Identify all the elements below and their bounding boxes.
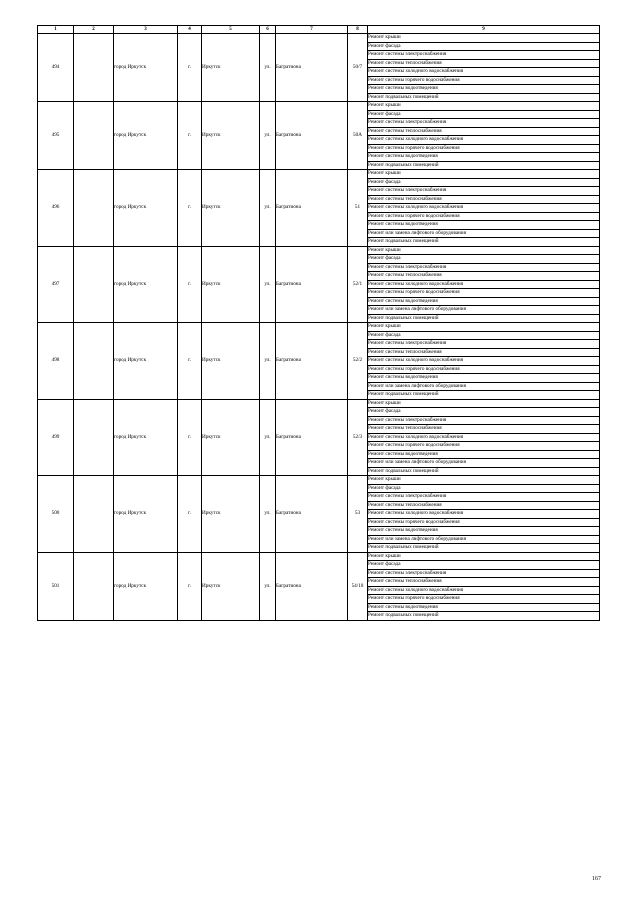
cell-work-type: Ремонт подвальных помещений — [368, 467, 600, 476]
cell-work-type: Ремонт системы горячего водоснабжения — [368, 144, 600, 153]
cell-street-type: ул. — [260, 34, 276, 102]
cell-municipality: город Иркутск — [114, 170, 178, 247]
cell-work-type: Ремонт системы теплоснабжения — [368, 425, 600, 434]
cell-work-type: Ремонт крыши — [368, 399, 600, 408]
cell-work-type: Ремонт системы горячего водоснабжения — [368, 76, 600, 85]
cell-work-type: Ремонт системы электроснабжения — [368, 416, 600, 425]
cell-work-type: Ремонт подвальных помещений — [368, 238, 600, 247]
cell-work-type: Ремонт крыши — [368, 246, 600, 255]
cell-work-type: Ремонт системы водоотведения — [368, 85, 600, 94]
cell-municipality: город Иркутск — [114, 323, 178, 400]
cell-street-type: ул. — [260, 476, 276, 553]
cell-work-type: Ремонт системы горячего водоснабжения — [368, 518, 600, 527]
cell-empty — [74, 170, 114, 247]
cell-work-type: Ремонт системы водоотведения — [368, 527, 600, 536]
cell-number: 501 — [38, 552, 74, 620]
cell-work-type: Ремонт системы электроснабжения — [368, 51, 600, 60]
column-header: 4 — [178, 26, 202, 34]
cell-empty — [74, 34, 114, 102]
cell-street: Багратиона — [276, 34, 348, 102]
cell-municipality: город Иркутск — [114, 476, 178, 553]
cell-street: Багратиона — [276, 246, 348, 323]
cell-locality-type: г. — [178, 476, 202, 553]
cell-work-type: Ремонт системы электроснабжения — [368, 187, 600, 196]
cell-number: 494 — [38, 34, 74, 102]
cell-empty — [74, 552, 114, 620]
cell-work-type: Ремонт крыши — [368, 476, 600, 485]
cell-work-type: Ремонт системы холодного водоснабжения — [368, 510, 600, 519]
cell-work-type: Ремонт фасада — [368, 408, 600, 417]
cell-work-type: Ремонт системы теплоснабжения — [368, 578, 600, 587]
cell-work-type: Ремонт системы холодного водоснабжения — [368, 68, 600, 77]
cell-work-type: Ремонт системы теплоснабжения — [368, 195, 600, 204]
cell-work-type: Ремонт системы горячего водоснабжения — [368, 289, 600, 298]
column-header: 6 — [260, 26, 276, 34]
cell-work-type: Ремонт системы холодного водоснабжения — [368, 136, 600, 145]
cell-work-type: Ремонт или замена лифтового оборудования — [368, 229, 600, 238]
cell-work-type: Ремонт крыши — [368, 323, 600, 332]
cell-street-type: ул. — [260, 102, 276, 170]
cell-street-type: ул. — [260, 170, 276, 247]
cell-street: Багратиона — [276, 552, 348, 620]
cell-locality: Иркутск — [202, 399, 260, 476]
cell-locality-type: г. — [178, 399, 202, 476]
cell-house: 52/1 — [348, 246, 368, 323]
cell-street: Багратиона — [276, 476, 348, 553]
cell-house: 52/3 — [348, 399, 368, 476]
cell-work-type: Ремонт или замена лифтового оборудования — [368, 459, 600, 468]
cell-work-type: Ремонт системы горячего водоснабжения — [368, 442, 600, 451]
table-row — [38, 552, 600, 561]
cell-locality: Иркутск — [202, 552, 260, 620]
table-row — [38, 476, 600, 485]
cell-locality-type: г. — [178, 34, 202, 102]
cell-work-type: Ремонт системы горячего водоснабжения — [368, 212, 600, 221]
column-header: 7 — [276, 26, 348, 34]
cell-municipality: город Иркутск — [114, 399, 178, 476]
cell-work-type: Ремонт системы холодного водоснабжения — [368, 586, 600, 595]
cell-house: 50А — [348, 102, 368, 170]
cell-work-type: Ремонт подвальных помещений — [368, 161, 600, 170]
cell-work-type: Ремонт фасада — [368, 42, 600, 51]
cell-street: Багратиона — [276, 170, 348, 247]
cell-locality: Иркутск — [202, 476, 260, 553]
cell-work-type: Ремонт системы теплоснабжения — [368, 127, 600, 136]
column-header: 3 — [114, 26, 178, 34]
cell-work-type: Ремонт системы электроснабжения — [368, 493, 600, 502]
cell-work-type: Ремонт системы теплоснабжения — [368, 501, 600, 510]
cell-work-type: Ремонт подвальных помещений — [368, 391, 600, 400]
column-header: 9 — [368, 26, 600, 34]
cell-house: 53 — [348, 476, 368, 553]
cell-number: 495 — [38, 102, 74, 170]
cell-locality-type: г. — [178, 246, 202, 323]
cell-municipality: город Иркутск — [114, 552, 178, 620]
column-header: 8 — [348, 26, 368, 34]
cell-work-type: Ремонт системы теплоснабжения — [368, 348, 600, 357]
cell-locality-type: г. — [178, 170, 202, 247]
cell-empty — [74, 323, 114, 400]
cell-work-type: Ремонт или замена лифтового оборудования — [368, 535, 600, 544]
cell-work-type: Ремонт подвальных помещений — [368, 93, 600, 102]
cell-house: 50/7 — [348, 34, 368, 102]
cell-work-type: Ремонт подвальных помещений — [368, 612, 600, 621]
cell-work-type: Ремонт системы водоотведения — [368, 297, 600, 306]
cell-empty — [74, 246, 114, 323]
cell-work-type: Ремонт фасада — [368, 484, 600, 493]
cell-locality: Иркутск — [202, 246, 260, 323]
cell-municipality: город Иркутск — [114, 102, 178, 170]
table-row — [38, 34, 600, 43]
cell-work-type: Ремонт системы водоотведения — [368, 374, 600, 383]
cell-empty — [74, 399, 114, 476]
cell-empty — [74, 102, 114, 170]
cell-work-type: Ремонт крыши — [368, 170, 600, 179]
cell-work-type: Ремонт системы водоотведения — [368, 221, 600, 230]
cell-work-type: Ремонт системы водоотведения — [368, 603, 600, 612]
cell-street-type: ул. — [260, 552, 276, 620]
cell-municipality: город Иркутск — [114, 34, 178, 102]
cell-work-type: Ремонт системы электроснабжения — [368, 569, 600, 578]
cell-locality-type: г. — [178, 102, 202, 170]
cell-work-type: Ремонт системы водоотведения — [368, 153, 600, 162]
table-row — [38, 246, 600, 255]
cell-work-type: Ремонт системы горячего водоснабжения — [368, 365, 600, 374]
cell-work-type: Ремонт крыши — [368, 552, 600, 561]
cell-work-type: Ремонт фасада — [368, 178, 600, 187]
cell-work-type: Ремонт фасада — [368, 110, 600, 119]
cell-street: Багратиона — [276, 399, 348, 476]
cell-number: 496 — [38, 170, 74, 247]
cell-work-type: Ремонт системы теплоснабжения — [368, 272, 600, 281]
cell-house: 51 — [348, 170, 368, 247]
cell-work-type: Ремонт или замена лифтового оборудования — [368, 306, 600, 315]
cell-street-type: ул. — [260, 399, 276, 476]
cell-work-type: Ремонт подвальных помещений — [368, 314, 600, 323]
table-body — [38, 34, 600, 621]
cell-street-type: ул. — [260, 246, 276, 323]
cell-work-type: Ремонт системы холодного водоснабжения — [368, 280, 600, 289]
page-number: 167 — [592, 876, 601, 882]
cell-street-type: ул. — [260, 323, 276, 400]
cell-work-type: Ремонт системы водоотведения — [368, 450, 600, 459]
cell-locality-type: г. — [178, 323, 202, 400]
cell-locality: Иркутск — [202, 34, 260, 102]
table-row — [38, 399, 600, 408]
cell-work-type: Ремонт системы горячего водоснабжения — [368, 595, 600, 604]
cell-locality: Иркутск — [202, 102, 260, 170]
cell-number: 500 — [38, 476, 74, 553]
cell-work-type: Ремонт фасада — [368, 561, 600, 570]
cell-work-type: Ремонт крыши — [368, 34, 600, 43]
cell-work-type: Ремонт системы электроснабжения — [368, 340, 600, 349]
cell-street: Багратиона — [276, 102, 348, 170]
cell-work-type: Ремонт системы электроснабжения — [368, 263, 600, 272]
table-row — [38, 170, 600, 179]
cell-locality: Иркутск — [202, 323, 260, 400]
cell-number: 497 — [38, 246, 74, 323]
column-header: 2 — [74, 26, 114, 34]
cell-street: Багратиона — [276, 323, 348, 400]
cell-number: 499 — [38, 399, 74, 476]
cell-empty — [74, 476, 114, 553]
works-table — [37, 25, 600, 621]
column-header: 5 — [202, 26, 260, 34]
cell-work-type: Ремонт фасада — [368, 331, 600, 340]
cell-work-type: Ремонт системы холодного водоснабжения — [368, 433, 600, 442]
table-row — [38, 102, 600, 111]
cell-number: 498 — [38, 323, 74, 400]
cell-work-type: Ремонт системы холодного водоснабжения — [368, 357, 600, 366]
table-row — [38, 323, 600, 332]
header-row — [38, 26, 600, 34]
column-header: 1 — [38, 26, 74, 34]
cell-house: 54/10 — [348, 552, 368, 620]
cell-work-type: Ремонт системы теплоснабжения — [368, 59, 600, 68]
cell-work-type: Ремонт системы холодного водоснабжения — [368, 204, 600, 213]
cell-work-type: Ремонт крыши — [368, 102, 600, 111]
cell-house: 52/2 — [348, 323, 368, 400]
cell-municipality: город Иркутск — [114, 246, 178, 323]
cell-work-type: Ремонт подвальных помещений — [368, 544, 600, 553]
cell-locality: Иркутск — [202, 170, 260, 247]
cell-locality-type: г. — [178, 552, 202, 620]
cell-work-type: Ремонт системы электроснабжения — [368, 119, 600, 128]
cell-work-type: Ремонт или замена лифтового оборудования — [368, 382, 600, 391]
cell-work-type: Ремонт фасада — [368, 255, 600, 264]
